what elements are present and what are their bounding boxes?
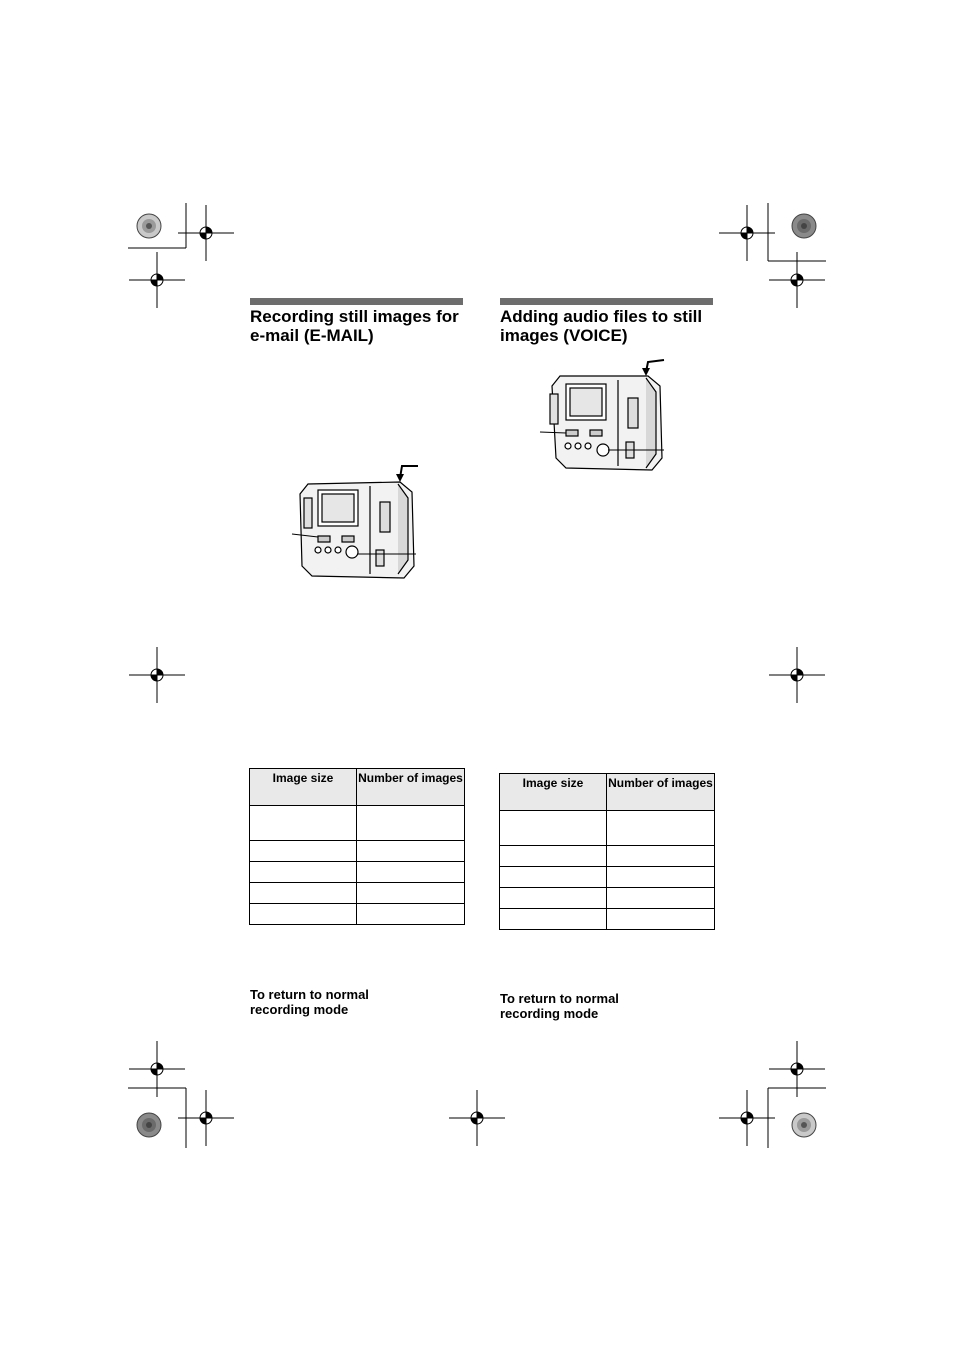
subheading-left: To return to normal recording mode	[250, 987, 369, 1017]
table-row	[500, 811, 715, 846]
table-row	[500, 888, 715, 909]
subheading-right: To return to normal recording mode	[500, 991, 619, 1021]
table-header-image-size: Image size	[500, 774, 607, 811]
table-row	[500, 909, 715, 930]
capacity-table-right	[499, 773, 715, 930]
table-row	[500, 846, 715, 867]
table-header-image-size: Image size	[250, 769, 357, 806]
section-heading-right: Adding audio files to still images (VOICE)	[500, 307, 703, 345]
section-heading-left: Recording still images for e-mail (E-MAIL)	[250, 307, 459, 345]
table-header-number-of-images: Number of images	[357, 769, 465, 806]
table-row	[500, 867, 715, 888]
table-header-number-of-images: Number of images	[607, 774, 715, 811]
